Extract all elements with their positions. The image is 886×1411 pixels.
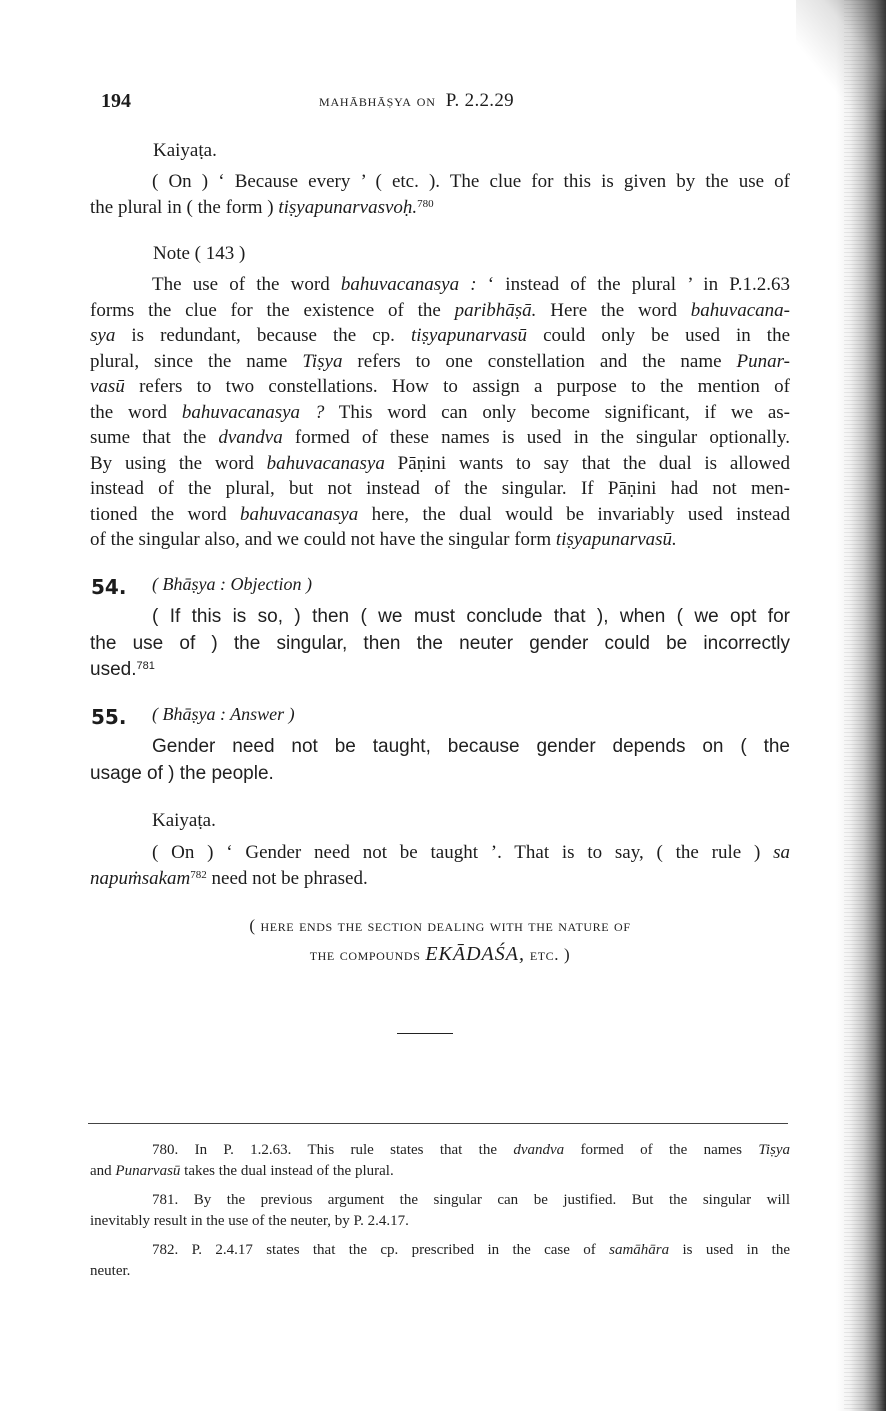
section-number-54: 54. bbox=[91, 575, 127, 599]
kaiyata-heading-2: Kaiyaṭa. bbox=[152, 810, 216, 831]
text-line: the use of ) the singular, then the neuter gender could be incorrectly bbox=[90, 632, 790, 654]
kaiyata-paragraph-2 bbox=[90, 840, 790, 891]
bhasya-paragraph-55 bbox=[90, 734, 790, 787]
kaiyata-paragraph-1 bbox=[90, 169, 790, 220]
text-line: ( If this is so, ) then ( we must conclude that ), when ( we opt for bbox=[152, 606, 790, 627]
footnote-line: 780. In P. 1.2.63. This rule states that the dvandva formed of the names Tiṣya bbox=[152, 1142, 790, 1158]
text-line: napuṁsakam$^{782}$ need not be phrased. bbox=[90, 867, 368, 889]
running-head-reference: P. 2.2.29 bbox=[445, 90, 514, 111]
text-line: usage of ) the people. bbox=[90, 762, 274, 784]
text-line: ( On ) ‘ Because every ’ ( etc. ). The clue for this is given by the use of bbox=[152, 171, 790, 192]
footnote-line: inevitably result in the use of the neuter, by P. 2.4.17. bbox=[90, 1213, 409, 1229]
footnote-780 bbox=[90, 1140, 790, 1182]
section-end-note bbox=[120, 911, 760, 971]
footnote-ref-781: 781 bbox=[136, 660, 155, 672]
text-line: forms the clue for the existence of the paribhāṣā. Here the word bahuvacana- bbox=[90, 299, 790, 321]
running-head bbox=[319, 90, 514, 112]
text-line: instead of the plural, but not instead of the singular. If Pāṇini had not men- bbox=[90, 478, 790, 499]
section-end-line-2: the compounds EKĀDAŚA, etc. ) bbox=[309, 943, 571, 965]
text-line: the plural in ( the form ) tiṣyapunarvasvoḥ.$^{780}$ bbox=[90, 196, 434, 218]
text-line: sya is redundant, because the cp. tiṣyapunarvasū could only be used in the bbox=[90, 325, 790, 346]
running-head-title: mahābhāṣya on bbox=[319, 91, 436, 110]
text-line: plural, since the name Tiṣya refers to one constellation and the name Punar- bbox=[90, 350, 790, 372]
text-line: By using the word bahuvacanasya Pāṇini wants to say that the dual is allowed bbox=[90, 452, 790, 474]
section-divider-rule bbox=[397, 1033, 453, 1034]
text-line: ( On ) ‘ Gender need not be taught ’. That is to say, ( the rule ) sa bbox=[152, 842, 790, 863]
section-label-55: ( Bhāṣya : Answer ) bbox=[152, 704, 295, 724]
footnote-782 bbox=[90, 1240, 790, 1282]
page-corner-shadow bbox=[796, 0, 886, 110]
text-line: sume that the dvandva formed of these names is used in the singular optionally. bbox=[90, 427, 791, 448]
bhasya-paragraph-54 bbox=[90, 604, 790, 684]
page-edge-texture bbox=[844, 0, 886, 1411]
text-line: used.$^{781}$ bbox=[90, 659, 155, 680]
kaiyata-heading-1: Kaiyaṭa. bbox=[153, 140, 217, 161]
section-label-54: ( Bhāṣya : Objection ) bbox=[152, 574, 312, 594]
sanskrit-term: tiṣyapunarvasvoḥ. bbox=[278, 196, 418, 218]
footnote-line: neuter. bbox=[90, 1263, 131, 1279]
note-heading: Note ( 143 ) bbox=[153, 243, 246, 264]
footnote-line: and Punarvasū takes the dual instead of the plural. bbox=[90, 1163, 394, 1179]
note-paragraph bbox=[90, 272, 790, 553]
text-line: The use of the word bahuvacanasya : ‘ instead of the plural ’ in P.1.2.63 bbox=[152, 274, 790, 295]
footnote-781 bbox=[90, 1190, 790, 1232]
footnote-separator bbox=[88, 1123, 788, 1124]
page-number: 194 bbox=[101, 90, 131, 112]
footnote-line: 781. By the previous argument the singular can be justified. But the singular will bbox=[152, 1192, 790, 1208]
footnote-line: 782. P. 2.4.17 states that the cp. prescribed in the case of samāhāra is used in the bbox=[152, 1242, 791, 1258]
section-number-55: 55. bbox=[91, 705, 127, 729]
footnote-ref-782: 782 bbox=[190, 868, 207, 881]
text-line: vasū refers to two constellations. How to assign a purpose to the mention of bbox=[90, 376, 790, 397]
section-end-line-1: ( here ends the section dealing with the nature of bbox=[249, 916, 631, 935]
text-line: Gender need not be taught, because gender depends on ( the bbox=[152, 736, 790, 757]
text-line: tioned the word bahuvacanasya here, the dual would be invariably used instead bbox=[90, 503, 790, 525]
footnote-ref-780: 780 bbox=[417, 197, 434, 210]
text-line: of the singular also, and we could not have the singular form tiṣyapunarvasū. bbox=[90, 529, 677, 550]
text-line: the word bahuvacanasya ? This word can only become significant, if we as- bbox=[90, 401, 790, 423]
